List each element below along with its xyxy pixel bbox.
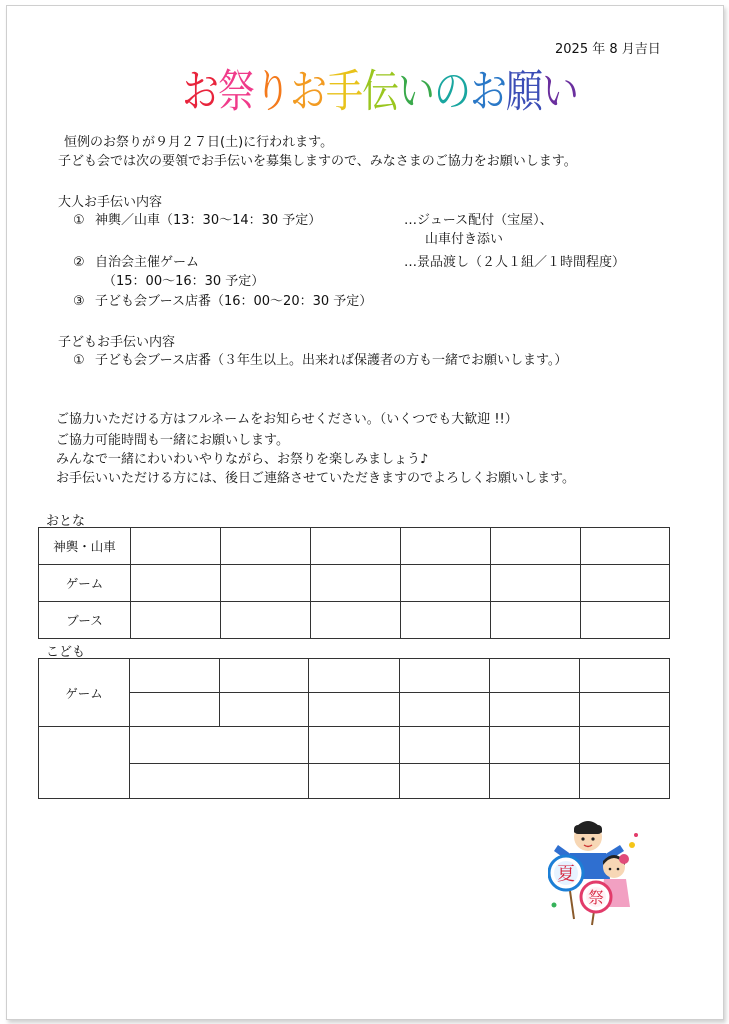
- signup-cell[interactable]: [220, 659, 309, 693]
- signup-cell[interactable]: [490, 693, 580, 727]
- signup-cell[interactable]: [581, 565, 670, 602]
- child-item-1: 子ども会ブース店番（３年生以上。出来れば保護者の方も一緒でお願いします。）: [95, 353, 568, 368]
- adult-item-2-time: （15：00〜16：30 予定）: [103, 274, 265, 289]
- table-row: [39, 528, 670, 565]
- row-label-booth: ブース: [39, 602, 131, 639]
- fan-2-text: 祭: [587, 888, 605, 907]
- signup-cell[interactable]: [580, 693, 670, 727]
- note-line-2: ご協力可能時間も一緒にお願いします。: [56, 433, 289, 448]
- signup-cell[interactable]: [400, 727, 490, 764]
- signup-cell[interactable]: [401, 528, 491, 565]
- issue-date: 2025 年 8 月吉日: [555, 42, 661, 57]
- signup-cell[interactable]: [131, 565, 221, 602]
- child-signup-table: [38, 658, 670, 799]
- adult-item-2-num: ②: [73, 255, 85, 270]
- signup-cell[interactable]: [400, 764, 490, 799]
- signup-cell[interactable]: [491, 528, 581, 565]
- signup-cell[interactable]: [401, 602, 491, 639]
- festival-children-illustration: [548, 815, 644, 927]
- signup-cell[interactable]: [401, 565, 491, 602]
- signup-cell[interactable]: [131, 602, 221, 639]
- signup-cell[interactable]: [309, 727, 400, 764]
- fan-1-text: 夏: [557, 864, 575, 885]
- signup-cell[interactable]: [311, 602, 401, 639]
- note-line-4: お手伝いいただける方には、後日ご連絡させていただきますのでよろしくお願いします。: [56, 471, 575, 486]
- table-row: [39, 602, 670, 639]
- title-char: お: [290, 65, 326, 118]
- title-char: り: [254, 65, 290, 118]
- signup-cell[interactable]: [580, 659, 670, 693]
- row-label-game: ゲーム: [39, 565, 131, 602]
- signup-cell[interactable]: [581, 528, 670, 565]
- signup-cell[interactable]: [309, 693, 400, 727]
- signup-cell[interactable]: [581, 602, 670, 639]
- signup-cell[interactable]: [311, 528, 401, 565]
- signup-cell[interactable]: [400, 659, 490, 693]
- title-char: い: [398, 65, 434, 118]
- row-label-child-booth: [39, 727, 130, 799]
- table-row: [39, 659, 670, 693]
- child-item-1-num: ①: [73, 353, 85, 368]
- note-line-1: ご協力いただける方はフルネームをお知らせください。（いくつでも大歓迎 !!）: [56, 412, 518, 427]
- row-label-mikoshi: 神輿・山車: [39, 528, 131, 565]
- signup-cell[interactable]: [131, 528, 221, 565]
- adult-signup-table: [38, 527, 670, 639]
- signup-cell[interactable]: [309, 764, 400, 799]
- signup-cell[interactable]: [311, 565, 401, 602]
- table-row: [39, 727, 670, 764]
- adult-item-1-task-2: 山車付き添い: [425, 232, 504, 247]
- title-char: い: [542, 65, 578, 118]
- child-heading: 子どもお手伝い内容: [58, 335, 176, 350]
- signup-cell[interactable]: [400, 693, 490, 727]
- signup-cell[interactable]: [491, 602, 581, 639]
- signup-cell[interactable]: [130, 693, 220, 727]
- adult-item-3: 子ども会ブース店番（16：00〜20：30 予定）: [95, 294, 373, 309]
- signup-cell[interactable]: [130, 727, 309, 764]
- adult-item-3-num: ③: [73, 294, 85, 309]
- signup-cell[interactable]: [490, 727, 580, 764]
- signup-cell[interactable]: [221, 565, 311, 602]
- adult-item-1-num: ①: [73, 213, 85, 228]
- adult-item-2-task: …景品渡し（２人１組／１時間程度）: [404, 255, 626, 270]
- adult-table-label: おとな: [46, 514, 86, 529]
- signup-cell[interactable]: [491, 565, 581, 602]
- table-row: [39, 693, 670, 727]
- signup-cell[interactable]: [130, 764, 309, 799]
- note-line-3: みんなで一緒にわいわいやりながら、お祭りを楽しみましょう♪: [56, 452, 429, 467]
- adult-item-2: 自治会主催ゲーム: [95, 255, 200, 270]
- row-label-child-game: ゲーム: [39, 659, 130, 727]
- adult-heading: 大人お手伝い内容: [58, 195, 163, 210]
- title-char: の: [434, 65, 470, 118]
- page-title: [182, 60, 578, 118]
- signup-cell[interactable]: [221, 528, 311, 565]
- title-char: 願: [506, 65, 542, 118]
- title-char: 祭: [218, 65, 254, 118]
- title-char: 伝: [362, 65, 398, 118]
- signup-cell[interactable]: [309, 659, 400, 693]
- title-char: 手: [326, 65, 362, 118]
- signup-cell[interactable]: [490, 659, 580, 693]
- child-table-label: こども: [46, 645, 86, 660]
- title-char: お: [470, 65, 506, 118]
- table-row: [39, 764, 670, 799]
- signup-cell[interactable]: [221, 602, 311, 639]
- title-char: お: [182, 65, 218, 118]
- signup-cell[interactable]: [490, 764, 580, 799]
- intro-line-1: 恒例のお祭りが９月２７日(土)に行われます。: [64, 135, 334, 150]
- table-row: [39, 565, 670, 602]
- intro-line-2: 子ども会では次の要領でお手伝いを募集しますので、みなさまのご協力をお願いします。: [58, 154, 577, 169]
- adult-item-1-task: …ジュース配付（宝屋）、: [404, 213, 553, 228]
- adult-item-1: 神輿／山車（13：30〜14：30 予定）: [95, 213, 322, 228]
- signup-cell[interactable]: [580, 764, 670, 799]
- signup-cell[interactable]: [220, 693, 309, 727]
- signup-cell[interactable]: [130, 659, 220, 693]
- signup-cell[interactable]: [580, 727, 670, 764]
